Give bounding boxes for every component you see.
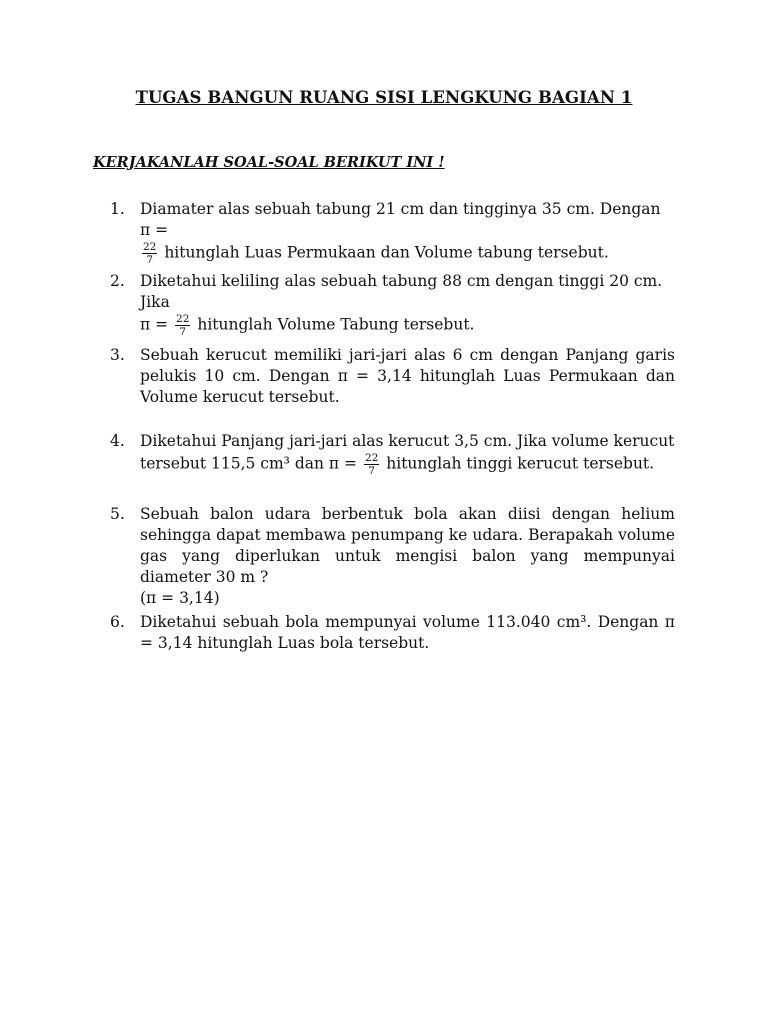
fraction-numerator: 22 bbox=[143, 241, 157, 253]
question-number: 5. bbox=[110, 505, 125, 523]
question-body bbox=[140, 504, 675, 609]
question-text: hitunglah Volume Tabung tersebut. bbox=[197, 315, 475, 334]
question-text: Diamater alas sebuah tabung 21 cm dan tingginya 35 cm. Dengan π = bbox=[140, 200, 661, 239]
question-text: tersebut 115,5 cm³ dan π = bbox=[140, 454, 357, 473]
instruction-heading: KERJAKANLAH SOAL-SOAL BERIKUT INI ! bbox=[93, 154, 445, 171]
question-text: Sebuah balon udara berbentuk bola akan diisi dengan helium sehingga dapat membawa penumpang ke udara. Berapakah volume gas yang diperlukan untuk mengisi balon yang mempunyai diameter 30 m ? bbox=[140, 505, 675, 586]
question-text: Diketahui sebuah bola mempunyai volume 113.040 cm³. Dengan π = 3,14 hitunglah Luas bola tersebut. bbox=[140, 613, 675, 652]
question-number: 2. bbox=[110, 272, 125, 290]
question-item bbox=[110, 431, 675, 477]
question-number: 3. bbox=[110, 346, 125, 364]
question-text: π = bbox=[140, 315, 169, 334]
question-item bbox=[110, 271, 675, 338]
fraction bbox=[175, 313, 190, 338]
fraction bbox=[142, 241, 157, 266]
question-text: Sebuah kerucut memiliki jari-jari alas 6 cm dengan Panjang garis pelukis 10 cm. Dengan π = 3,14 hitunglah Luas Permukaan dan Volume kerucut tersebut. bbox=[140, 346, 675, 406]
question-item bbox=[110, 199, 675, 266]
question-text: hitunglah Luas Permukaan dan Volume tabung tersebut. bbox=[164, 243, 609, 262]
question-item bbox=[110, 345, 675, 408]
page-title: TUGAS BANGUN RUANG SISI LENGKUNG BAGIAN 1 bbox=[135, 88, 633, 107]
fraction-numerator: 22 bbox=[176, 313, 190, 325]
question-body bbox=[140, 199, 675, 266]
fraction-numerator: 22 bbox=[364, 452, 379, 464]
question-item bbox=[110, 612, 675, 654]
fraction-denominator: 7 bbox=[368, 465, 375, 477]
question-number: 1. bbox=[110, 200, 125, 218]
question-body bbox=[140, 271, 675, 338]
question-item bbox=[110, 504, 675, 609]
fraction-denominator: 7 bbox=[179, 326, 187, 338]
question-extra: (π = 3,14) bbox=[140, 589, 220, 607]
question-text: Diketahui keliling alas sebuah tabung 88 cm dengan tinggi 20 cm. Jika bbox=[140, 272, 663, 311]
question-text: hitunglah tinggi kerucut tersebut. bbox=[386, 454, 655, 473]
question-number: 6. bbox=[110, 613, 125, 631]
fraction-denominator: 7 bbox=[146, 254, 154, 266]
question-text: Diketahui Panjang jari-jari alas kerucut 3,5 cm. Jika volume kerucut bbox=[140, 432, 675, 450]
question-body bbox=[140, 431, 675, 477]
question-number: 4. bbox=[110, 432, 125, 450]
fraction bbox=[364, 452, 379, 477]
